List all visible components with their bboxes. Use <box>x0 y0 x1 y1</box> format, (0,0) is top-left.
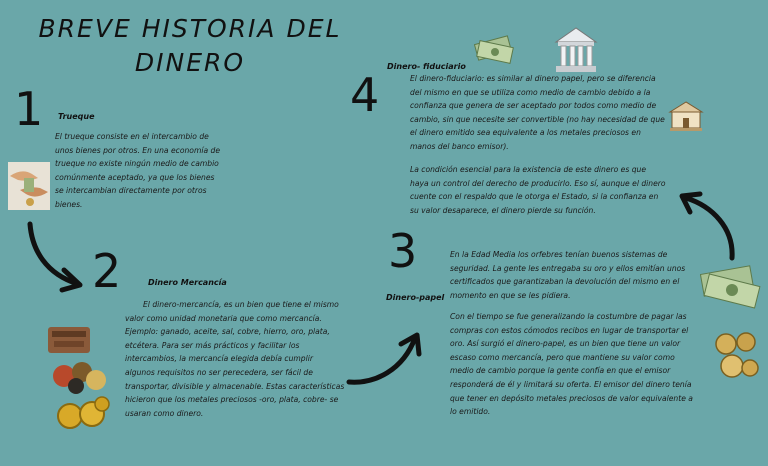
section-1-number: 1 <box>14 82 44 136</box>
banknotes-image <box>474 34 514 64</box>
curved-arrow-icon <box>676 190 738 264</box>
barter-hands-image <box>8 162 50 210</box>
curved-arrow-icon <box>345 330 425 388</box>
banknotes-image <box>700 262 762 314</box>
bank-icon <box>554 26 598 74</box>
section-4-number: 4 <box>350 68 380 122</box>
section-2-text: El dinero-mercancía, es un bien que tiene el mismo valor como unidad monetaria que como mercancía. Ejemplo: ganado, aceite, sal, cobre, hierro, oro, plata, etcétera. Para ser más prácticos y facilitar los intercambios, la mercancía elegida debía cumplir algunos requisitos no ser perecedera, ser fácil de transportar, divisible y almacenable. Estas características hicieron que los metales preciosos -oro, plata, cobre- se usaran como dinero. <box>125 300 345 418</box>
section-3-heading: Dinero-papel <box>386 293 445 302</box>
section-4-heading: Dinero- fiduciario <box>387 62 466 71</box>
spices-image <box>48 325 90 355</box>
page-title-line1: BREVE HISTORIA DEL <box>38 14 342 43</box>
section-3-text-1: En la Edad Media los orfebres tenían buenos sistemas de seguridad. La gente les entregaba su oro y ellos emitían unos certificados que garantizaban la devolución del mismo en el momento en que se les pidiera. <box>450 250 686 300</box>
section-3-number: 3 <box>388 224 418 278</box>
gold-coins-image <box>56 396 112 430</box>
curved-arrow-icon <box>24 220 88 294</box>
section-2-heading: Dinero Mercancía <box>148 278 227 287</box>
bank-icon <box>668 100 704 132</box>
grains-image <box>52 358 108 394</box>
section-1-heading: Trueque <box>58 112 95 121</box>
coins-image <box>712 330 760 386</box>
page-title <box>30 12 350 80</box>
page-title-line2: DINERO <box>134 48 246 77</box>
section-1-text: El trueque consiste en el intercambio de unos bienes por otros. En una economía de trueque no existe ningún medio de cambio comúnmente aceptado, ya que los bienes se intercambian directamente por otros bienes. <box>55 132 221 209</box>
section-4-text-2: La condición esencial para la existencia de este dinero es que haya un control del derecho de producirlo. Eso sí, aunque el dinero cuente con el respaldo que le otorga el Estado, si la confianza en su valor desaparece, el dinero pierde su función. <box>410 165 666 215</box>
section-2-number: 2 <box>92 244 122 298</box>
section-3-text-2: Con el tiempo se fue generalizando la costumbre de pagar las compras con estos cómodos recibos en lugar de transportar el oro. Así surgió el dinero-papel, es un bien que tiene un valor escaso como mercancía, pero que mantiene su valor como medio de cambio porque la gente confía en que el emisor responderá de él y limitará su oferta. El emisor del dinero tenía que tener en depósito metales preciosos de valor equivalente a lo emitido. <box>450 312 693 417</box>
section-4-text-1: El dinero-fiduciario: es similar al dinero papel, pero se diferencia del mismo en que se utiliza como medio de cambio debido a la confianza que genera de ser aceptado por todos como medio de cambio, sin que necesite ser convertible (no hay necesidad de que el dinero emitido sea equivalente a los metales preciosos en manos del banco emisor). <box>410 74 665 151</box>
